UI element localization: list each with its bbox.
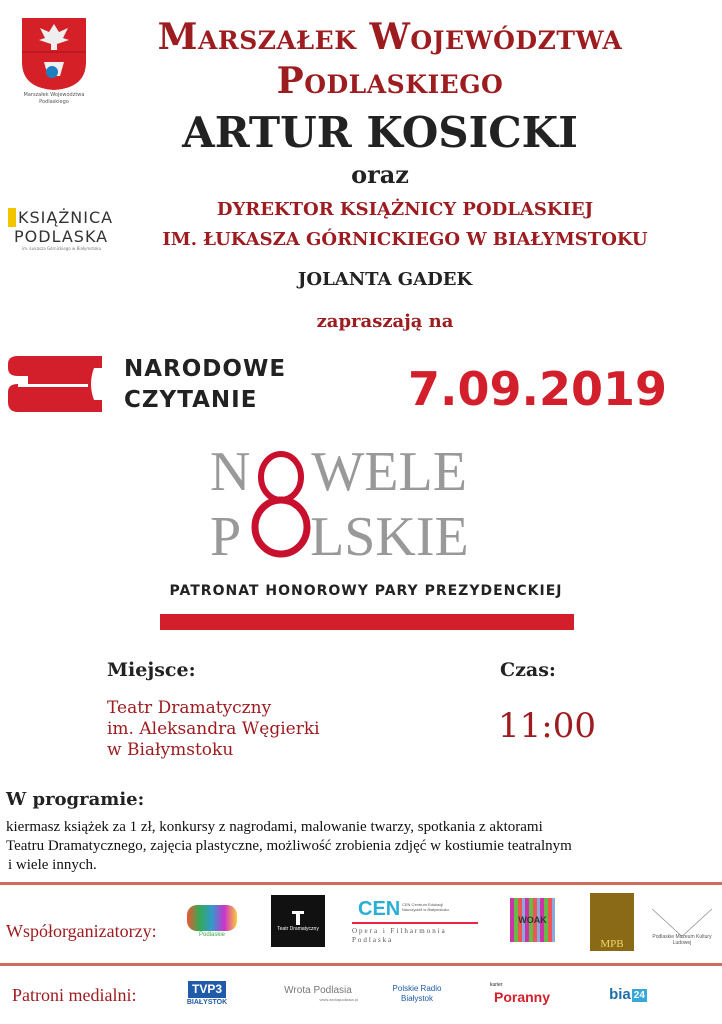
ksiaznica-logo (8, 208, 118, 252)
logo-polskie-radio: Polskie Radio Białystok (392, 984, 442, 1003)
logo-woak: WOAK (510, 898, 555, 942)
program-label: W programie: (6, 789, 145, 810)
divider (0, 882, 722, 885)
director-name: JOLANTA GADEK (297, 269, 473, 290)
title-polskie: P LSKIE (210, 506, 469, 568)
divider (0, 963, 722, 966)
ksiaznica-line1: KSIĄŻNICA (8, 208, 118, 227)
conjunction: oraz (351, 160, 409, 189)
teatr-t-icon (291, 910, 305, 926)
logo-text: Teatr Dramatyczny (277, 925, 319, 932)
logo-mpb: MPB (590, 893, 634, 951)
place-line: Teatr Dramatyczny (107, 698, 272, 718)
event-date: 7.09.2019 (408, 362, 667, 416)
logo-text: BIAŁYSTOK (186, 999, 228, 1006)
logo-text: Poranny (493, 989, 550, 1005)
logo-text: 24 (633, 989, 645, 1001)
logo-text: www.wrotapodlasia.pl (319, 997, 358, 1002)
logo-text: TVP3 (188, 981, 226, 998)
program-line: kiermasz książek za 1 zł, konkursy z nagrodami, malowanie twarzy, spotkania z aktorami (6, 819, 543, 835)
logo-line2: CZYTANIE (124, 387, 258, 413)
logo-text: kurier (490, 982, 503, 988)
patronage-text: PATRONAT HONOROWY PARY PREZYDENCKIEJ (169, 583, 563, 599)
logo-line1: NARODOWE (124, 356, 287, 382)
logo-kurier-poranny (490, 980, 554, 1008)
patronage-bar (160, 614, 574, 630)
logo-wrota (278, 982, 358, 1006)
logo-text: bia (609, 986, 631, 1003)
logo-tvp3 (182, 978, 232, 1010)
book-icon (8, 356, 104, 412)
logo-podlaskie (180, 902, 244, 942)
logo-text: Podlaskie (198, 932, 225, 938)
title-number-8-icon (248, 450, 314, 558)
media-label: Patroni medialni: (12, 985, 137, 1005)
logo-bia24 (602, 984, 654, 1006)
logo-text: CEN Centrum Edukacji Nauczycieli w Białymstoku (402, 902, 449, 912)
marshal-name: ARTUR KOSICKI (182, 108, 578, 157)
logo-opera: Opera i Filharmonia Podlaska (352, 922, 478, 948)
logo-muzeum: Podlaskie Muzeum Kultury Ludowej (652, 900, 712, 946)
time-value: 11:00 (498, 706, 596, 746)
director-title: DYREKTOR KSIĄŻNICY PODLASKIEJ (216, 199, 594, 220)
program-text (6, 818, 572, 875)
svg-text:CEN: CEN (358, 898, 400, 917)
logo-text: Wrota Podlasia (284, 985, 352, 996)
title-nowele: N WELE (210, 441, 467, 503)
place-line: im. Aleksandra Węgierki (107, 719, 320, 739)
coat-caption: Marszałek Województwa Podlaskiego (23, 92, 85, 105)
ksiaznica-line2: PODLASKA (14, 227, 109, 246)
program-line: Teatru Dramatycznego, zajęcia plastyczne, możliwość zrobienia zdjęć w kostiumie teatralnym (6, 838, 572, 854)
logo-teatr (271, 895, 325, 947)
place-line: w Białymstoku (107, 740, 234, 760)
title-line2: Podlaskiego (276, 60, 504, 102)
title-line1: Marszałek Województwa (157, 16, 623, 58)
place-label: Miejsce: (107, 659, 196, 681)
place-value (107, 698, 320, 761)
cen-letters-icon (358, 897, 400, 917)
director-institution: IM. ŁUKASZA GÓRNICKIEGO W BIAŁYMSTOKU (162, 229, 648, 250)
coat-of-arms-icon (22, 18, 86, 90)
invite-text: zapraszają na (316, 311, 454, 332)
coorganizers-label: Współorganizatorzy: (6, 921, 157, 941)
ksiaznica-sub: im. Łukasza Górnickiego w Białymstoku (22, 246, 102, 251)
narodowe-czytanie-logo (124, 354, 286, 416)
time-label: Czas: (500, 659, 556, 681)
program-line: i wiele innych. (8, 857, 97, 873)
